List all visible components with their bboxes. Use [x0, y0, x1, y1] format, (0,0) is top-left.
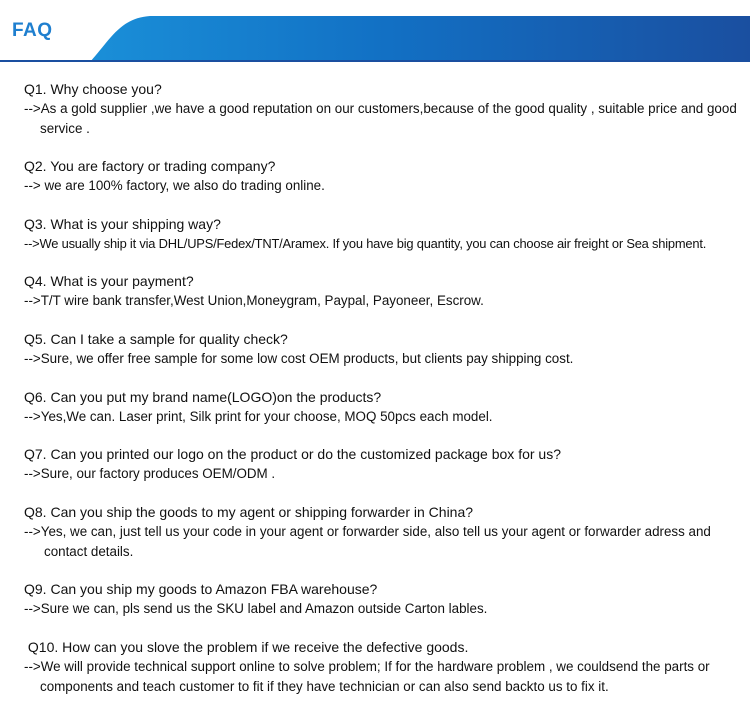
- faq-answer: -->Sure we can, pls send us the SKU label and Amazon outside Carton lables.: [24, 601, 488, 616]
- faq-question: Q4. What is your payment?: [24, 273, 194, 289]
- faq-header-banner: [0, 0, 750, 62]
- faq-question: Q5. Can I take a sample for quality check?: [24, 331, 288, 347]
- faq-question: Q7. Can you printed our logo on the product or do the customized package box for us?: [24, 446, 561, 462]
- page-title: FAQ: [12, 20, 53, 41]
- faq-answer: -->We will provide technical support online to solve problem; If for the hardware problem , we couldsend the parts or components and teach customer to fit if they have technician or can also send backto us to fix it.: [24, 659, 710, 694]
- faq-answer: -->Yes,We can. Laser print, Silk print for your choose, MOQ 50pcs each model.: [24, 409, 493, 424]
- faq-item: [24, 445, 746, 484]
- faq-question: Q1. Why choose you?: [24, 81, 162, 97]
- faq-question: Q8. Can you ship the goods to my agent or shipping forwarder in China?: [24, 504, 474, 520]
- faq-item: [24, 80, 746, 138]
- faq-question: Q2. You are factory or trading company?: [24, 158, 276, 174]
- faq-answer: -->Sure, our factory produces OEM/ODM .: [24, 466, 276, 481]
- faq-item: [24, 157, 746, 196]
- faq-item: [24, 503, 746, 561]
- faq-answer: -->As a gold supplier ,we have a good reputation on our customers,because of the good quality , suitable price and good service .: [24, 101, 737, 136]
- faq-item: [24, 638, 746, 696]
- faq-answer: -->Yes, we can, just tell us your code in your agent or forwarder side, also tell us your agent or forwarder adress and contact details.: [24, 524, 711, 559]
- faq-question: Q9. Can you ship my goods to Amazon FBA warehouse?: [24, 581, 378, 597]
- faq-question: Q3. What is your shipping way?: [24, 216, 221, 232]
- faq-item: [24, 215, 746, 254]
- faq-question: Q10. How can you slove the problem if we receive the defective goods.: [24, 639, 469, 655]
- header-wave-graphic: [0, 0, 750, 62]
- faq-question: Q6. Can you put my brand name(LOGO)on the products?: [24, 389, 382, 405]
- faq-answer: -->We usually ship it via DHL/UPS/Fedex/TNT/Aramex. If you have big quantity, you can choose air freight or Sea shipment.: [24, 236, 707, 251]
- faq-answer: --> we are 100% factory, we also do trading online.: [24, 178, 325, 193]
- faq-item: [24, 580, 746, 619]
- faq-answer: -->Sure, we offer free sample for some low cost OEM products, but clients pay shipping cost.: [24, 351, 574, 366]
- faq-item: [24, 272, 746, 311]
- faq-item: [24, 330, 746, 369]
- faq-item: [24, 388, 746, 427]
- faq-answer: -->T/T wire bank transfer,West Union,Moneygram, Paypal, Payoneer, Escrow.: [24, 293, 484, 308]
